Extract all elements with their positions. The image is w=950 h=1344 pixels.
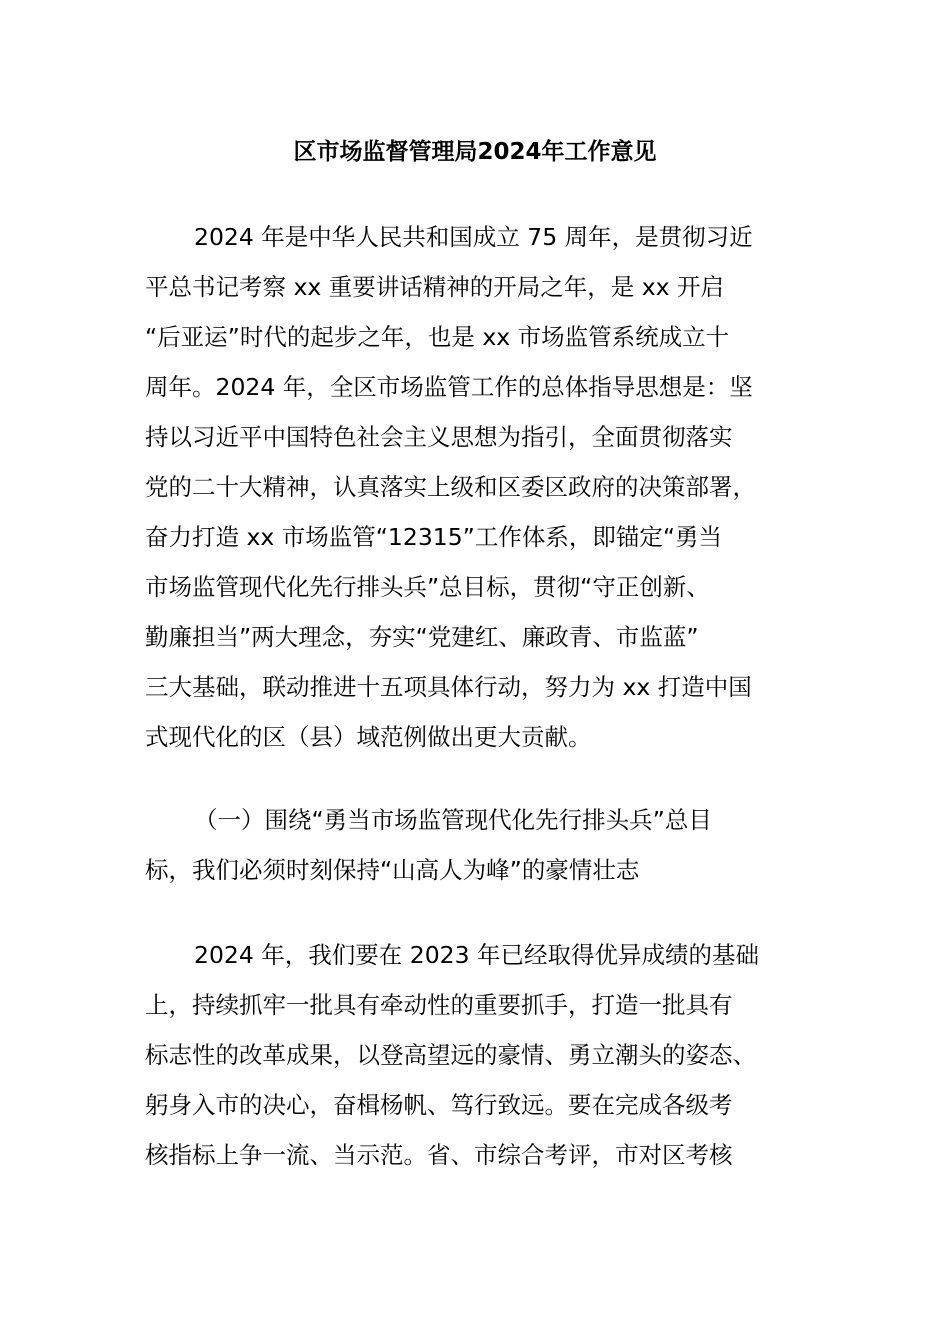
paragraph-line: 式现代化的区（县）域范例做出更大贡献。 [145,723,592,751]
document-title: 区市场监督管理局2024年工作意见 [293,139,657,165]
paragraph-line: 三大基础，联动推进十五项具体行动，努力为 xx 打造中国 [145,673,752,701]
paragraph-line: 持以习近平中国特色社会主义思想为指引，全面贯彻落实 [145,423,733,451]
paragraph-line: 平总书记考察 xx 重要讲话精神的开局之年，是 xx 开启 [145,273,725,301]
heading-line: （一）围绕“勇当市场监管现代化先行排头兵”总目 [194,806,712,834]
paragraph-line: 2024 年是中华人民共和国成立 75 周年，是贯彻习近 [194,223,753,251]
paragraph-line: 勤廉担当”两大理念，夯实“党建红、廉政青、市监蓝” [145,623,699,651]
paragraph-line: 核指标上争一流、当示范。省、市综合考评，市对区考核 [145,1141,733,1169]
paragraph-line: 标志性的改革成果，以登高望远的豪情、勇立潮头的姿态、 [145,1041,756,1069]
paragraph-line: 2024 年，我们要在 2023 年已经取得优异成绩的基础 [194,941,760,969]
paragraph-line: 奋力打造 xx 市场监管“12315”工作体系，即锚定“勇当 [145,523,723,551]
heading-line: 标，我们必须时刻保持“山高人为峰”的豪情壮志 [145,856,640,884]
paragraph-line: 周年。2024 年，全区市场监管工作的总体指导思想是：坚 [145,373,753,401]
paragraph-line: 上，持续抓牢一批具有牵动性的重要抓手，打造一批具有 [145,991,733,1019]
paragraph-line: 躬身入市的决心，奋楫杨帆、笃行致远。要在完成各级考 [145,1091,733,1119]
paragraph-line: 党的二十大精神，认真落实上级和区委区政府的决策部署， [145,473,756,501]
paragraph-line: 市场监管现代化先行排头兵”总目标，贯彻“守正创新、 [145,573,710,601]
paragraph-line: “后亚运”时代的起步之年，也是 xx 市场监管系统成立十 [145,323,730,351]
